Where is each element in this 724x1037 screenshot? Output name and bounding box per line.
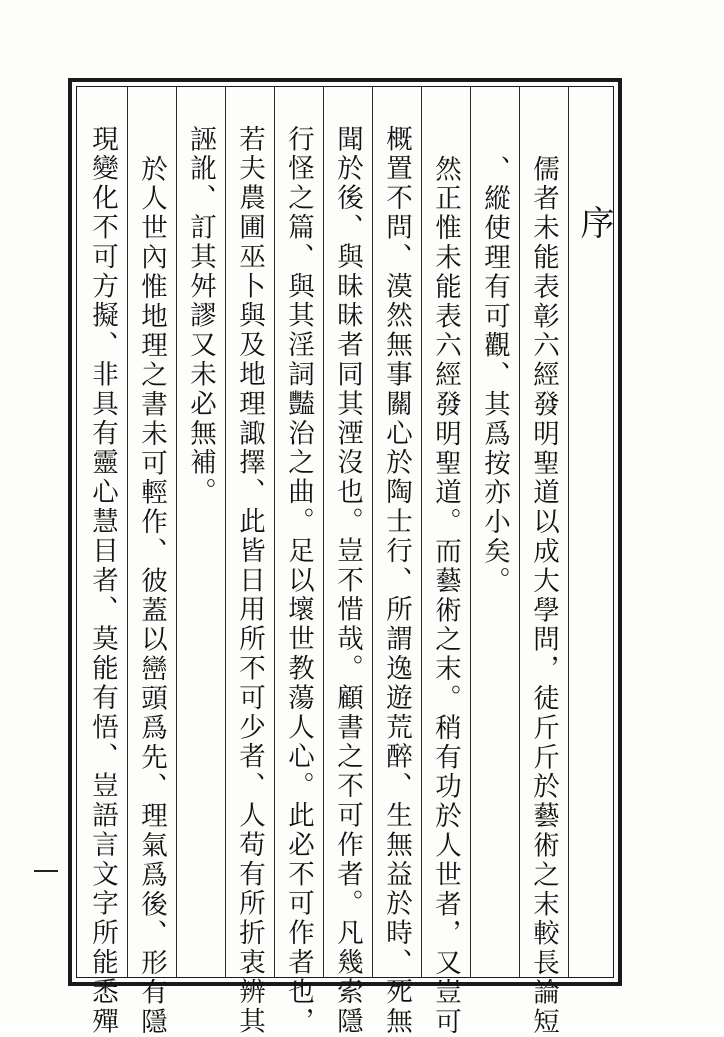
text-column-2 xyxy=(471,87,520,977)
column-text: 聞於後、與昧昧者同其湮沒也。豈不惜哉。顧書之不可作者。凡幾索隱 xyxy=(332,125,363,1037)
column-text: 若夫農圃巫卜與及地理諏擇、此皆日用所不可少者、人苟有所折衷辨其 xyxy=(234,125,265,1037)
text-column-9 xyxy=(128,87,177,1037)
column-text: 儒者未能表彰六經發明聖道以成大學問，徒斤斤於藝術之末較長論短 xyxy=(528,155,559,1037)
column-text: 然正惟未能表六經發明聖道。而藝術之末。稍有功於人世者，又豈可 xyxy=(430,155,461,1037)
text-column-7 xyxy=(226,87,275,1037)
column-text: 現變化不可方擬、非具有靈心慧目者、莫能有悟、豈語言文字所能悉殫 xyxy=(87,125,118,1037)
text-column-8 xyxy=(177,87,226,977)
text-frame-inner-border xyxy=(76,86,614,1037)
text-column-1 xyxy=(520,87,569,1037)
preface-title: 序 xyxy=(574,205,614,239)
text-column-6 xyxy=(275,87,324,1037)
text-column-4 xyxy=(373,87,422,1037)
text-column-10 xyxy=(79,87,128,1037)
text-column-3 xyxy=(422,87,471,1037)
text-column-5 xyxy=(324,87,373,1037)
column-text: 概置不問、漠然無事關心於陶士行、所謂逸遊荒醉、生無益於時、死無 xyxy=(381,125,412,1037)
column-text: 誣訛、訂其舛謬又未必無補。 xyxy=(185,125,216,508)
column-text: 、縱使理有可觀、其爲按亦小矣。 xyxy=(479,155,510,596)
column-text: 行怪之篇、與其淫詞豔治之曲。足以壞世教蕩人心。此必不可作者也， xyxy=(283,125,314,1037)
title-column xyxy=(569,87,618,977)
page-margin-mark xyxy=(34,870,58,872)
column-text: 於人世內惟地理之書未可輕作、彼蓋以巒頭爲先、理氣爲後、形有隱 xyxy=(136,155,167,1037)
text-frame xyxy=(68,78,622,1037)
